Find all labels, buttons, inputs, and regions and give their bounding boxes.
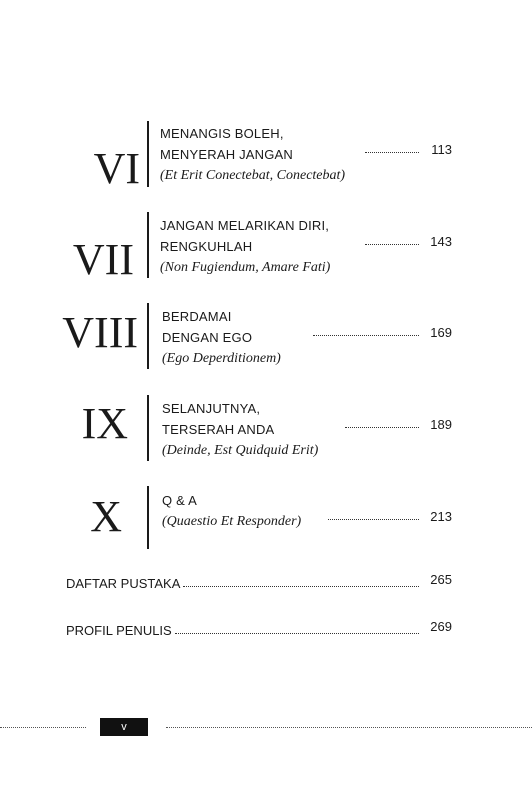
- page-folio: v: [100, 718, 148, 736]
- leader-dots: [328, 519, 419, 520]
- chapter-title-line: DENGAN EGO: [162, 330, 253, 345]
- chapter-latin-subtitle: (Ego Deperditionem): [162, 351, 281, 366]
- chapter-title-line: BERDAMAI: [162, 309, 232, 324]
- leader-dots: [365, 152, 419, 153]
- page-number: 269: [430, 619, 452, 634]
- chapter-title-line: JANGAN MELARIKAN DIRI,: [160, 218, 330, 233]
- chapter-divider: [147, 303, 149, 369]
- chapter-title-line: SELANJUTNYA,: [162, 401, 261, 416]
- chapter-numeral: VIII: [62, 308, 138, 357]
- page-number: 189: [430, 417, 452, 432]
- chapter-numeral: VI: [93, 144, 140, 193]
- page-number: 169: [430, 325, 452, 340]
- leader-dots: [365, 244, 419, 245]
- leader-dots: [175, 633, 419, 634]
- chapter-numeral: X: [90, 492, 122, 541]
- toc-entry-bibliography: DAFTAR PUSTAKA: [66, 576, 181, 591]
- footer-rule-left: [0, 727, 86, 728]
- footer-rule-right: [166, 727, 532, 728]
- page-number: 113: [431, 142, 452, 157]
- chapter-title-line: RENGKUHLAH: [160, 239, 253, 254]
- chapter-latin-subtitle: (Deinde, Est Quidquid Erit): [162, 443, 319, 458]
- page-number: 143: [430, 234, 452, 249]
- toc-entry-author-profile: PROFIL PENULIS: [66, 623, 172, 638]
- chapter-latin-subtitle: (Non Fugiendum, Amare Fati): [160, 260, 331, 275]
- chapter-divider: [147, 395, 149, 461]
- chapter-title-line: MENYERAH JANGAN: [160, 147, 294, 162]
- leader-dots: [345, 427, 419, 428]
- chapter-numeral: IX: [81, 399, 128, 448]
- page-number: 213: [430, 509, 452, 524]
- chapter-divider: [147, 486, 149, 549]
- chapter-divider: [147, 212, 149, 278]
- chapter-title-line: TERSERAH ANDA: [162, 422, 275, 437]
- chapter-title-line: Q & A: [162, 493, 197, 508]
- leader-dots: [183, 586, 419, 587]
- leader-dots: [313, 335, 419, 336]
- chapter-numeral: VII: [72, 235, 134, 284]
- chapter-title-line: MENANGIS BOLEH,: [160, 126, 284, 141]
- chapter-latin-subtitle: (Quaestio Et Responder): [162, 514, 302, 529]
- chapter-latin-subtitle: (Et Erit Conectebat, Conectebat): [160, 168, 346, 183]
- page-number: 265: [430, 572, 452, 587]
- chapter-divider: [147, 121, 149, 187]
